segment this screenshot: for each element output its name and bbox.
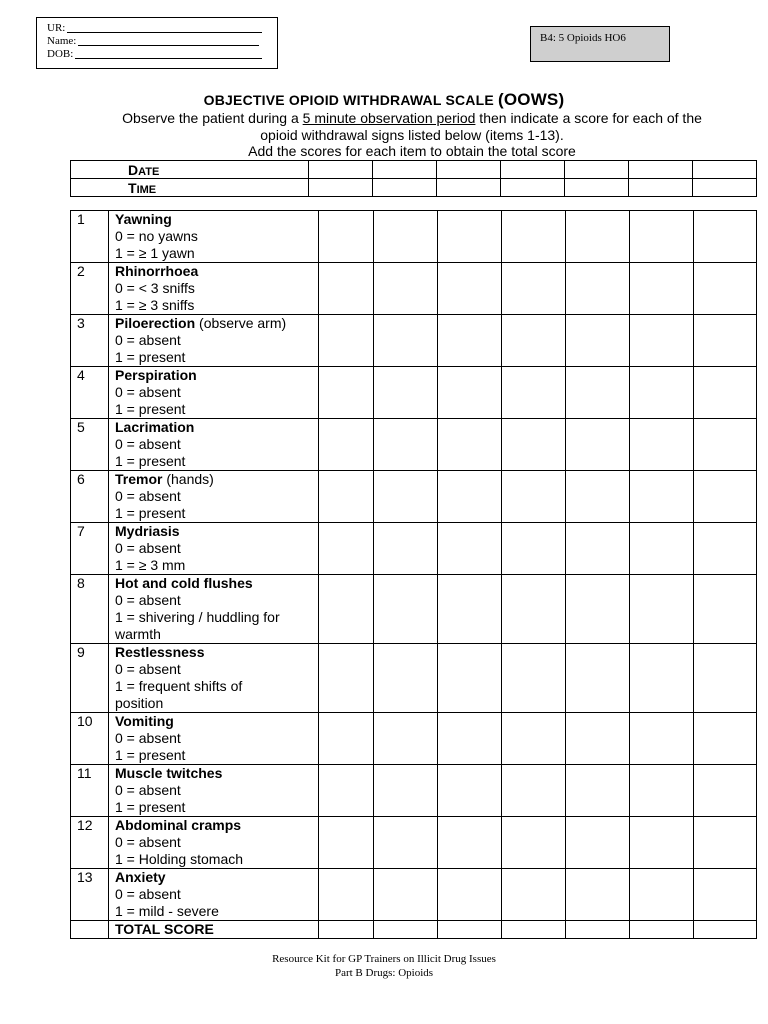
- item-heading: [115, 367, 318, 384]
- score-cell[interactable]: [630, 765, 694, 817]
- item-row: [71, 817, 757, 869]
- score-cell[interactable]: [374, 211, 438, 263]
- item-heading: [115, 471, 318, 488]
- score-cell[interactable]: [566, 211, 630, 263]
- item-number: 1: [71, 211, 109, 263]
- time-cell[interactable]: [373, 179, 437, 197]
- instructions-underlined: 5 minute observation period: [302, 110, 476, 126]
- score-cell[interactable]: [694, 471, 757, 523]
- time-label: [71, 179, 309, 197]
- score-cell[interactable]: [566, 575, 630, 644]
- item-heading: [115, 315, 318, 332]
- date-label-rest: ATE: [138, 165, 160, 178]
- item-note: (observe arm): [195, 315, 287, 331]
- score-cell[interactable]: [374, 367, 438, 419]
- item-heading: [115, 765, 318, 782]
- item-description: [109, 315, 319, 367]
- item-description: [109, 644, 319, 713]
- item-description: [109, 523, 319, 575]
- item-name: Rhinorrhoea: [115, 263, 199, 279]
- score-cell[interactable]: [566, 471, 630, 523]
- score-criterion: position: [115, 695, 164, 711]
- item-description: [109, 575, 319, 644]
- score-cell[interactable]: [566, 644, 630, 713]
- score-cell[interactable]: [319, 315, 374, 367]
- score-cell[interactable]: [502, 315, 566, 367]
- score-cell[interactable]: [566, 765, 630, 817]
- time-label-rest: IME: [136, 183, 157, 196]
- item-number: 8: [71, 575, 109, 644]
- score-cell[interactable]: [438, 575, 502, 644]
- score-cell[interactable]: [319, 367, 374, 419]
- item-number: 5: [71, 419, 109, 471]
- score-cell[interactable]: [374, 575, 438, 644]
- score-cell[interactable]: [374, 263, 438, 315]
- score-cell[interactable]: [319, 765, 374, 817]
- date-cell[interactable]: [693, 161, 757, 179]
- score-cell[interactable]: [694, 869, 757, 921]
- item-description: [109, 263, 319, 315]
- score-criterion: 0 = < 3 sniffs: [115, 280, 195, 296]
- item-row: [71, 644, 757, 713]
- time-label-initial: T: [128, 179, 137, 196]
- name-line: [78, 35, 259, 46]
- item-number: 11: [71, 765, 109, 817]
- score-cell[interactable]: [438, 471, 502, 523]
- date-cell[interactable]: [373, 161, 437, 179]
- item-name: Yawning: [115, 211, 172, 227]
- date-row: [71, 161, 757, 179]
- score-cell[interactable]: [319, 523, 374, 575]
- total-score-cell[interactable]: [630, 921, 694, 939]
- score-cell[interactable]: [438, 523, 502, 575]
- title-main: OBJECTIVE OPIOID WITHDRAWAL SCALE: [203, 92, 498, 108]
- score-cell[interactable]: [566, 713, 630, 765]
- item-name: Abdominal cramps: [115, 817, 242, 833]
- item-number: 12: [71, 817, 109, 869]
- score-criterion: 1 = present: [115, 401, 186, 417]
- score-cell[interactable]: [630, 817, 694, 869]
- item-number: 3: [71, 315, 109, 367]
- item-number: 10: [71, 713, 109, 765]
- score-cell[interactable]: [502, 575, 566, 644]
- score-cell[interactable]: [630, 869, 694, 921]
- total-score-cell[interactable]: [502, 921, 566, 939]
- score-cell[interactable]: [438, 263, 502, 315]
- item-description: [109, 817, 319, 869]
- score-cell[interactable]: [374, 644, 438, 713]
- instructions-text-b: then indicate a score for each of the: [475, 110, 702, 126]
- score-cell[interactable]: [630, 713, 694, 765]
- score-criterion: 1 = present: [115, 505, 186, 521]
- score-cell[interactable]: [694, 713, 757, 765]
- item-row: [71, 315, 757, 367]
- score-cell[interactable]: [630, 523, 694, 575]
- item-heading: [115, 419, 318, 436]
- date-cell[interactable]: [437, 161, 501, 179]
- score-cell[interactable]: [502, 471, 566, 523]
- score-cell[interactable]: [374, 713, 438, 765]
- date-cell[interactable]: [309, 161, 373, 179]
- score-cell[interactable]: [319, 713, 374, 765]
- score-criterion: 0 = absent: [115, 834, 181, 850]
- item-heading: [115, 575, 318, 592]
- score-cell[interactable]: [319, 817, 374, 869]
- item-heading: [115, 644, 318, 661]
- score-cell[interactable]: [566, 523, 630, 575]
- score-criterion: 0 = absent: [115, 886, 181, 902]
- item-number: 6: [71, 471, 109, 523]
- score-cell[interactable]: [694, 575, 757, 644]
- score-cell[interactable]: [694, 367, 757, 419]
- score-cell[interactable]: [319, 419, 374, 471]
- instructions-line-2: opioid withdrawal signs listed below (items 1-13).: [260, 126, 564, 143]
- time-cell[interactable]: [565, 179, 629, 197]
- score-cell[interactable]: [438, 869, 502, 921]
- score-cell[interactable]: [374, 315, 438, 367]
- score-criterion: 1 = present: [115, 453, 186, 469]
- item-name: Muscle twitches: [115, 765, 223, 781]
- score-criterion: 1 = ≥ 3 sniffs: [115, 297, 195, 313]
- score-criterion: warmth: [115, 626, 161, 642]
- item-description: [109, 869, 319, 921]
- withdrawal-score-table: [70, 210, 757, 939]
- item-number: 7: [71, 523, 109, 575]
- item-row: [71, 471, 757, 523]
- item-description: [109, 765, 319, 817]
- score-cell[interactable]: [630, 471, 694, 523]
- footer: [0, 952, 768, 980]
- score-cell[interactable]: [319, 263, 374, 315]
- score-cell[interactable]: [502, 523, 566, 575]
- score-criterion: 1 = ≥ 1 yawn: [115, 245, 195, 261]
- score-cell[interactable]: [630, 263, 694, 315]
- item-row: [71, 575, 757, 644]
- score-cell[interactable]: [694, 817, 757, 869]
- ur-label: UR:: [47, 22, 66, 34]
- total-score-cell[interactable]: [566, 921, 630, 939]
- item-row: [71, 523, 757, 575]
- time-row: [71, 179, 757, 197]
- score-cell[interactable]: [566, 817, 630, 869]
- total-score-label: TOTAL SCORE: [109, 921, 319, 939]
- item-description: [109, 471, 319, 523]
- score-criterion: 0 = absent: [115, 384, 181, 400]
- score-cell[interactable]: [566, 263, 630, 315]
- item-heading: [115, 523, 318, 540]
- title-acronym: (OOWS): [497, 90, 565, 109]
- score-cell[interactable]: [374, 471, 438, 523]
- instructions: [70, 110, 754, 160]
- score-criterion: 1 = frequent shifts of: [115, 678, 243, 694]
- score-cell[interactable]: [694, 211, 757, 263]
- score-criterion: 1 = present: [115, 799, 186, 815]
- dob-line: [75, 48, 262, 59]
- score-cell[interactable]: [319, 211, 374, 263]
- instructions-line-3: Add the scores for each item to obtain the total score: [248, 143, 576, 159]
- score-criterion: 0 = absent: [115, 592, 181, 608]
- score-cell[interactable]: [630, 315, 694, 367]
- item-name: Piloerection: [115, 315, 196, 331]
- score-criterion: 0 = absent: [115, 436, 181, 452]
- item-number: 9: [71, 644, 109, 713]
- total-row: [71, 921, 757, 939]
- date-time-table: [70, 160, 757, 197]
- score-cell[interactable]: [630, 367, 694, 419]
- item-description: [109, 419, 319, 471]
- patient-details-box: [36, 17, 278, 69]
- item-description: [109, 713, 319, 765]
- time-cell[interactable]: [693, 179, 757, 197]
- score-cell[interactable]: [438, 817, 502, 869]
- score-cell[interactable]: [502, 367, 566, 419]
- score-criterion: 1 = shivering / huddling for: [115, 609, 280, 625]
- item-heading: [115, 713, 318, 730]
- score-cell[interactable]: [566, 367, 630, 419]
- footer-line-1: Resource Kit for GP Trainers on Illicit Drug Issues: [272, 953, 496, 965]
- score-criterion: 1 = ≥ 3 mm: [115, 557, 186, 573]
- score-cell[interactable]: [319, 869, 374, 921]
- score-cell[interactable]: [374, 419, 438, 471]
- item-row: [71, 869, 757, 921]
- footer-line-2: Part B Drugs: Opioids: [334, 967, 434, 979]
- score-criterion: 1 = mild - severe: [115, 903, 219, 919]
- score-criterion: 0 = absent: [115, 540, 181, 556]
- score-cell[interactable]: [502, 263, 566, 315]
- ur-field[interactable]: [47, 22, 277, 35]
- item-number: 2: [71, 263, 109, 315]
- instructions-line-1: [70, 110, 754, 127]
- date-label-initial: D: [128, 161, 139, 178]
- time-cell[interactable]: [629, 179, 693, 197]
- score-cell[interactable]: [374, 523, 438, 575]
- score-cell[interactable]: [630, 644, 694, 713]
- score-cell[interactable]: [694, 523, 757, 575]
- item-name: Restlessness: [115, 644, 205, 660]
- score-cell[interactable]: [694, 419, 757, 471]
- score-cell[interactable]: [502, 644, 566, 713]
- score-cell[interactable]: [438, 367, 502, 419]
- score-cell[interactable]: [374, 817, 438, 869]
- score-cell[interactable]: [502, 817, 566, 869]
- item-name: Anxiety: [115, 869, 166, 885]
- item-name: Perspiration: [115, 367, 197, 383]
- score-cell[interactable]: [319, 644, 374, 713]
- score-cell[interactable]: [319, 575, 374, 644]
- dob-field[interactable]: [47, 48, 277, 61]
- total-score-cell[interactable]: [694, 921, 757, 939]
- total-score-cell[interactable]: [319, 921, 374, 939]
- item-heading: [115, 869, 318, 886]
- score-criterion: 1 = Holding stomach: [115, 851, 244, 867]
- document-tag: B4: 5 Opioids HO6: [530, 26, 670, 62]
- page-title: [0, 90, 768, 110]
- item-row: [71, 713, 757, 765]
- item-description: [109, 367, 319, 419]
- total-score-cell[interactable]: [438, 921, 502, 939]
- total-score-cell[interactable]: [374, 921, 438, 939]
- item-number: 13: [71, 869, 109, 921]
- score-cell[interactable]: [319, 471, 374, 523]
- time-cell[interactable]: [309, 179, 373, 197]
- score-criterion: 1 = present: [115, 349, 186, 365]
- total-number-cell: [71, 921, 109, 939]
- score-cell[interactable]: [630, 211, 694, 263]
- score-cell[interactable]: [374, 765, 438, 817]
- score-cell[interactable]: [502, 419, 566, 471]
- score-criterion: 0 = absent: [115, 782, 181, 798]
- item-note: (hands): [162, 471, 214, 487]
- score-cell[interactable]: [438, 315, 502, 367]
- score-cell[interactable]: [694, 315, 757, 367]
- score-cell[interactable]: [694, 765, 757, 817]
- item-name: Hot and cold flushes: [115, 575, 253, 591]
- item-row: [71, 367, 757, 419]
- score-cell[interactable]: [630, 419, 694, 471]
- score-cell[interactable]: [502, 765, 566, 817]
- score-cell[interactable]: [566, 869, 630, 921]
- dob-label: DOB:: [47, 48, 74, 60]
- score-cell[interactable]: [502, 869, 566, 921]
- score-criterion: 0 = no yawns: [115, 228, 198, 244]
- score-cell[interactable]: [566, 315, 630, 367]
- date-cell[interactable]: [629, 161, 693, 179]
- item-heading: [115, 211, 318, 228]
- score-cell[interactable]: [438, 713, 502, 765]
- date-cell[interactable]: [565, 161, 629, 179]
- score-cell[interactable]: [438, 765, 502, 817]
- name-field[interactable]: [47, 35, 277, 48]
- item-name: Vomiting: [115, 713, 174, 729]
- score-cell[interactable]: [438, 211, 502, 263]
- score-cell[interactable]: [566, 419, 630, 471]
- score-criterion: 0 = absent: [115, 730, 181, 746]
- time-cell[interactable]: [501, 179, 565, 197]
- score-cell[interactable]: [374, 869, 438, 921]
- date-label: [71, 161, 309, 179]
- item-row: [71, 263, 757, 315]
- item-row: [71, 765, 757, 817]
- name-label: Name:: [47, 35, 77, 47]
- ur-line: [67, 22, 262, 33]
- score-cell[interactable]: [694, 263, 757, 315]
- score-criterion: 0 = absent: [115, 488, 181, 504]
- item-heading: [115, 817, 318, 834]
- item-description: [109, 211, 319, 263]
- time-cell[interactable]: [437, 179, 501, 197]
- instructions-text-a: Observe the patient during a: [122, 110, 303, 126]
- item-heading: [115, 263, 318, 280]
- item-row: [71, 419, 757, 471]
- score-cell[interactable]: [438, 644, 502, 713]
- score-criterion: 1 = present: [115, 747, 186, 763]
- score-cell[interactable]: [502, 713, 566, 765]
- score-criterion: 0 = absent: [115, 661, 181, 677]
- item-name: Lacrimation: [115, 419, 195, 435]
- score-cell[interactable]: [630, 575, 694, 644]
- item-name: Tremor: [115, 471, 163, 487]
- item-row: [71, 211, 757, 263]
- score-cell[interactable]: [502, 211, 566, 263]
- score-criterion: 0 = absent: [115, 332, 181, 348]
- score-cell[interactable]: [438, 419, 502, 471]
- date-cell[interactable]: [501, 161, 565, 179]
- item-number: 4: [71, 367, 109, 419]
- item-name: Mydriasis: [115, 523, 180, 539]
- score-cell[interactable]: [694, 644, 757, 713]
